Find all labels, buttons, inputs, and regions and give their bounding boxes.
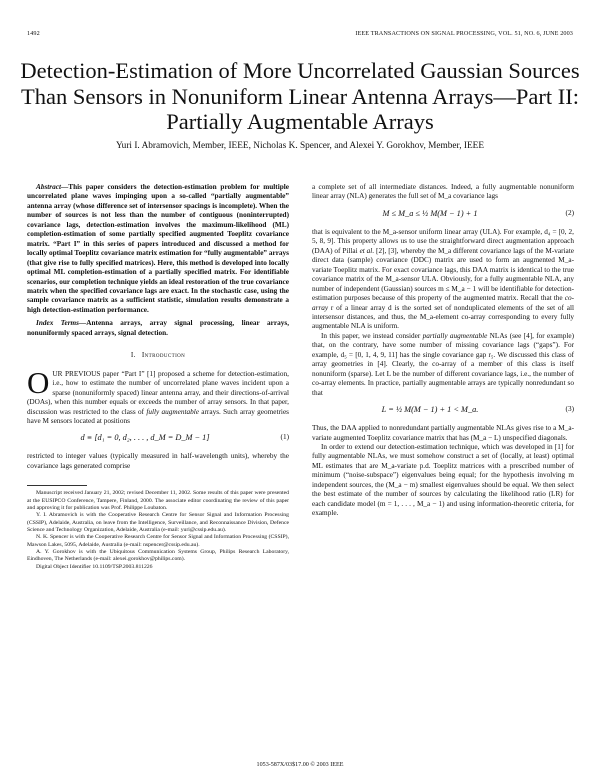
partial-lead: In this paper, we instead consider <box>321 331 423 340</box>
daa-text-3: r of a linear array d is the sorted set of nonduplicated elements of the set of all intersensor distances, and thus, the M_a-element co-array corresponding to every fully augmentable NLA is uniform. <box>312 303 574 331</box>
daa-gap-paragraph: Thus, the DAA applied to nonredundant partially augmentable NLAs gives rise to a M_a-variate augmented Toeplitz covariance matrix that has (M_a − L) unspecified diagonals. <box>312 424 574 442</box>
page-number: 1492 <box>27 30 40 37</box>
intro-paragraph-2: restricted to integer values (typically measured in half-wavelength units), whereby the covariance lags generated comprise <box>27 452 289 470</box>
equation-3-expression: L = ½ M(M − 1) + 1 < M_a. <box>381 405 479 415</box>
partial-tail: NLAs (see [4], for example) that, on the contrary, have some number of missing covariance lags (“gaps”). For example, d₅ = [0, 1, 4, 9, 11] has the single covariance gap r₅. We discussed this class of array geometries in [4]. Clearly, the co-array of a member of this class is itself nonuniform (sparse). Let L be the number of different covariance lags, i.e., the number of co-array elements. In practice, partially augmentable arrays are typically nonredundant so that <box>312 331 575 397</box>
daa-text-2: [2], [3], whereby the M_a different covariance lags of the M-variate direct data (sample) covariance (DDC) matrix are used to form an augmented M_a-variate Toeplitz matrix. For exact covariance lags, this DAA matrix is identical to the true covariance matrix of the M_a-sensor ULA. Obviously, for a fully augmentable NLA, any number of independent (Gaussian) sources m ≤ M_a − 1 will be identifiable for detection-estimation purposes because of this property of the augmented matrix. Recall that the <box>312 246 574 303</box>
footnote-author-2: N. K. Spencer is with the Cooperative Research Centre for Sensor Signal and Information Processing (CSSIP), Mawson Lakes, 5095, Adelaide, Australia (e-mail: nspencer@cssip.edu.au). <box>27 534 289 548</box>
footnote-author-1: Y. I. Abramovich is with the Cooperative Research Centre for Sensor Signal and Information Processing (CSSIP), Adelaide, Australia, on leave from the Intelligence, Surveillance, and Reconnaissance Division, Defence Science and Technology Organization, Adelaide, Australia (e-mail: yuri@cssip.edu.au). <box>27 512 289 534</box>
intro-emphasis: fully augmentable <box>146 407 199 416</box>
footnote-manuscript: Manuscript received January 21, 2002; revised December 11, 2002. Some results of this paper were presented at the EUSIPCO Conference, Tampere, Finland, 2000. The associate editor coordinating the review of this paper and approving it for publication was Prof. Philippe Loubaton. <box>27 490 289 512</box>
footnotes <box>27 482 289 571</box>
equation-2-expression: M ≤ M_a ≤ ½ M(M − 1) + 1 <box>382 208 478 218</box>
copyright-footer: 1053-587X/03$17.00 © 2003 IEEE <box>256 762 344 768</box>
partial-emphasis: partially augmentable <box>422 331 488 340</box>
equation-2 <box>312 206 574 224</box>
daa-text: that is equivalent to the M_a-sensor uniform linear array (ULA). For example, d₄ = [0, 2, 5, 8, 9]. This property allows us to use the straightforward direct augmentation approach (DAA) of Pillai <box>312 227 574 255</box>
intro-lead-text: UR PREVIOUS paper “Part I” [1] proposed a scheme for detection-estimation, i.e., how to estimate the number of uncorrelated plane waves incident upon a sparse (nonuniformly spaced) linear antenna array, and their directions-of-arrival (DOAs), when this number equals or exceeds the number of array sensors. In that paper, discussion was restricted to the class of <box>27 369 289 416</box>
daa-paragraph <box>312 228 574 332</box>
footnote-rule <box>27 485 87 486</box>
index-terms <box>27 319 289 338</box>
paper-title: Detection-Estimation of More Uncorrelated Gaussian Sources Than Sensors in Nonuniform Linear Antenna Arrays—Part II: Partially Augmentable Arrays <box>20 58 580 134</box>
intro-paragraph <box>27 364 289 427</box>
index-terms-label: Index Terms— <box>36 319 87 328</box>
footnote-author-3: A. Y. Gorokhov is with the Ubiquitous Communication Systems Group, Philips Research Laboratory, Eindhoven, The Netherlands (e-mail: alexei.gorokhov@philips.com). <box>27 549 289 563</box>
abstract-text: This paper considers the detection-estimation problem for multiple uncorrelated plane waves impinging upon a so-called “partially augmentable” antenna array (whose difference set of intersensor spacings is incomplete). When the number of sources is not less than the number of contiguous (noninterrupted) covariance lags, detection-estimation involves the maximum-likelihood (ML) completion-estimation of some partially specified augmented Toeplitz covariance matrix. “Part I” in this series of papers introduced and discussed a method for locally optimal Toeplitz covariance matrix estimation for “fully augmentable” arrays (that give rise to fully specified matrices). Here, this method is developed into locally optimal ML completion-estimation of a partially specified matrix. For identifiable scenarios, our completion technique yields an ideal restoration of the true covariance matrix when the specified covariance lags are exact. In the stochastic case, using the sample covariance matrix as a sufficient statistic, simulation results demonstrate a high detection-estimation performance. <box>27 183 289 314</box>
drop-cap: O <box>27 364 50 400</box>
daa-etal: et al. <box>359 246 375 255</box>
equation-3-number: (3) <box>565 405 574 414</box>
intro-tail-text: arrays. Such array geometries have M sensors located at positions <box>27 407 289 425</box>
equation-3 <box>312 402 574 420</box>
equation-1-number: (1) <box>280 433 289 442</box>
abstract-label: Abstract— <box>36 183 69 191</box>
continued-paragraph: a complete set of all intermediate distances. Indeed, a fully augmentable nonuniform linear array (NLA) generates the full set of M_a covariance lags <box>312 183 574 201</box>
partial-augmentable-paragraph <box>312 332 574 398</box>
equation-1-expression: d ≡ [d₁ = 0, d₂, . . . , d_M = D_M − 1] <box>80 433 210 443</box>
journal-header: IEEE TRANSACTIONS ON SIGNAL PROCESSING, VOL. 51, NO. 6, JUNE 2003 <box>355 30 573 37</box>
author-line: Yuri I. Abramovich, Member, IEEE, Nicholas K. Spencer, and Alexei Y. Gorokhov, Member, IEEE <box>116 141 484 151</box>
abstract <box>27 183 289 315</box>
co-array-term: co-array <box>312 294 574 312</box>
right-column <box>312 183 574 519</box>
equation-1 <box>27 430 289 448</box>
section-number: I. <box>130 351 136 360</box>
footnote-doi: Digital Object Identifier 10.1109/TSP.2003.811226 <box>36 563 153 570</box>
equation-2-number: (2) <box>565 208 574 217</box>
index-terms-text: Antenna arrays, array signal processing, linear arrays, nonuniformly spaced arrays, signal detection. <box>27 319 290 337</box>
section-heading <box>27 351 289 360</box>
left-column <box>27 183 289 571</box>
section-title: Introduction <box>141 351 186 360</box>
extension-paragraph: In order to extend our detection-estimation technique, which was developed in [1] for fully augmentable NLAs, we must somehow construct a set of (locally, at least) optimal ML estimates that are M_a-variate p.d. Toeplitz matrices with a prescribed number of minimum (“noise-subspace”) eigenvalues being equal; for the hypothesis involving m independent sources, the (M_a − m) smallest eigenvalues should be equal. We then select the best estimate of the number of sources by calculating the likelihood ratio (LR) for each candidate model (m = 1, . . . , M_a − 1) and using information-theoretic criteria, for example. <box>312 442 574 518</box>
